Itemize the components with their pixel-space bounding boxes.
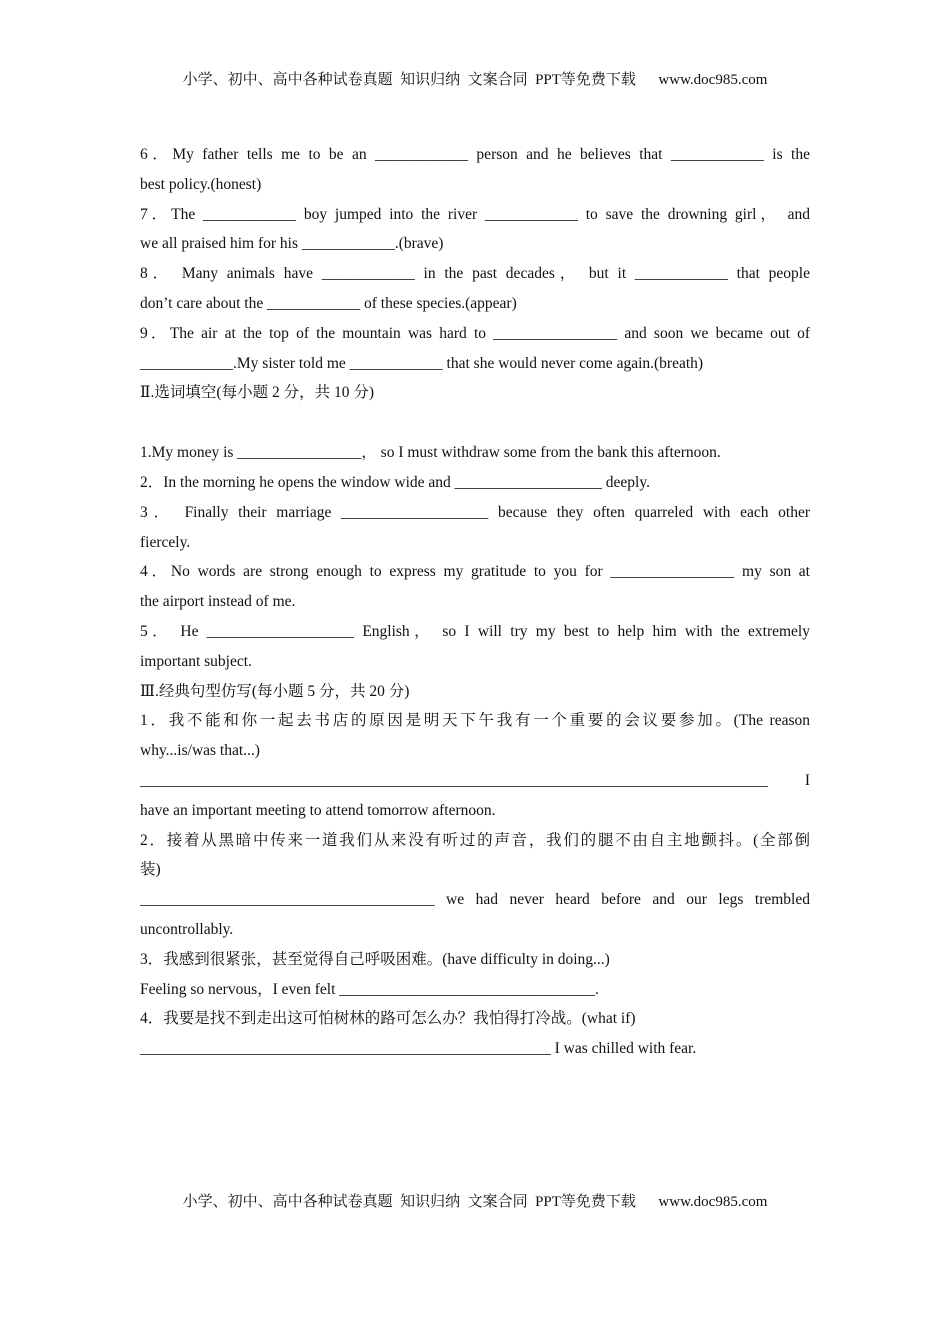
worksheet-content xyxy=(140,140,810,1064)
section-2-question-5-line-2: important subject. xyxy=(140,652,252,670)
section-2-question-2: 2．In the morning he opens the window wide and ___________________ deeply. xyxy=(140,473,650,491)
section-3-question-2-line-1: 2．接着从黑暗中传来一道我们从来没有听过的声音，我们的腿不由自主地颤抖。(全部倒 xyxy=(140,831,810,849)
section-2-question-4-line-2: the airport instead of me. xyxy=(140,593,296,611)
question-9-line-2: ____________.My sister told me ____________ that she would never come again.(breath) xyxy=(140,354,704,372)
section-2-question-1: 1.My money is ________________， so I must withdraw some from the bank this afternoon. xyxy=(140,444,721,462)
section-3-question-4-answer-line: _____________________________________________________ I was chilled with fear. xyxy=(140,1040,697,1058)
section-3-question-3-line-1: 3．我感到很紧张，甚至觉得自己呼吸困难。(have difficulty in doing...) xyxy=(140,950,610,968)
question-8-line-1: 8． Many animals have ____________ in the past decades， but it ____________ that people xyxy=(140,265,810,283)
question-7-line-2: we all praised him for his ____________.(brave) xyxy=(140,235,444,253)
section-3-question-4-line-1: 4．我要是找不到走出这可怕树林的路可怎么办？我怕得打冷战。(what if) xyxy=(140,1010,636,1028)
section-3-question-1-line-2: why...is/was that...) xyxy=(140,742,260,760)
section-3-question-1-line-1: 1．我不能和你一起去书店的原因是明天下午我有一个重要的会议要参加。(The reason xyxy=(140,712,810,730)
question-8-line-2: don’t care about the ____________ of these species.(appear) xyxy=(140,294,517,312)
page-header: 小学、初中、高中各种试卷真题 知识归纳 文案合同 PPT等免费下载 www.doc985.com xyxy=(182,72,768,88)
section-2-question-5-line-1: 5． He ___________________ English， so I will try my best to help him with the extremely xyxy=(140,622,810,640)
question-6-line-1: 6．My father tells me to be an ____________ person and he believes that ____________ is the xyxy=(140,146,810,163)
section-2-heading: Ⅱ.选词填空(每小题 2 分，共 10 分) xyxy=(140,384,374,402)
section-2-question-3-line-2: fiercely. xyxy=(140,533,191,551)
section-3-question-2-line-2: 装) xyxy=(140,861,161,879)
section-2-question-4-line-1: 4．No words are strong enough to express my gratitude to you for ________________ my son at xyxy=(140,563,810,581)
section-3-question-1-line-4: have an important meeting to attend tomorrow afternoon. xyxy=(140,801,496,819)
page-footer: 小学、初中、高中各种试卷真题 知识归纳 文案合同 PPT等免费下载 www.doc985.com xyxy=(182,1194,768,1210)
section-3-question-2-answer-line: ______________________________________ we had never heard before and our legs trembled xyxy=(140,891,810,909)
section-3-question-1-answer-line: _________________________________________________________________________________ I xyxy=(140,771,810,789)
question-7-line-1: 7．The ____________ boy jumped into the river ____________ to save the drowning girl， and xyxy=(140,205,810,223)
section-3-question-2-line-4: uncontrollably. xyxy=(140,920,234,938)
section-3-question-3-answer-line: Feeling so nervous，I even felt _________________________________. xyxy=(140,980,599,998)
question-9-line-1: 9．The air at the top of the mountain was hard to ________________ and soon we became out of xyxy=(140,324,810,342)
section-2-question-3-line-1: 3． Finally their marriage ___________________ because they often quarreled with each other xyxy=(140,503,810,521)
question-6-line-2: best policy.(honest) xyxy=(140,175,262,193)
section-3-heading: Ⅲ.经典句型仿写(每小题 5 分，共 20 分) xyxy=(140,682,410,700)
